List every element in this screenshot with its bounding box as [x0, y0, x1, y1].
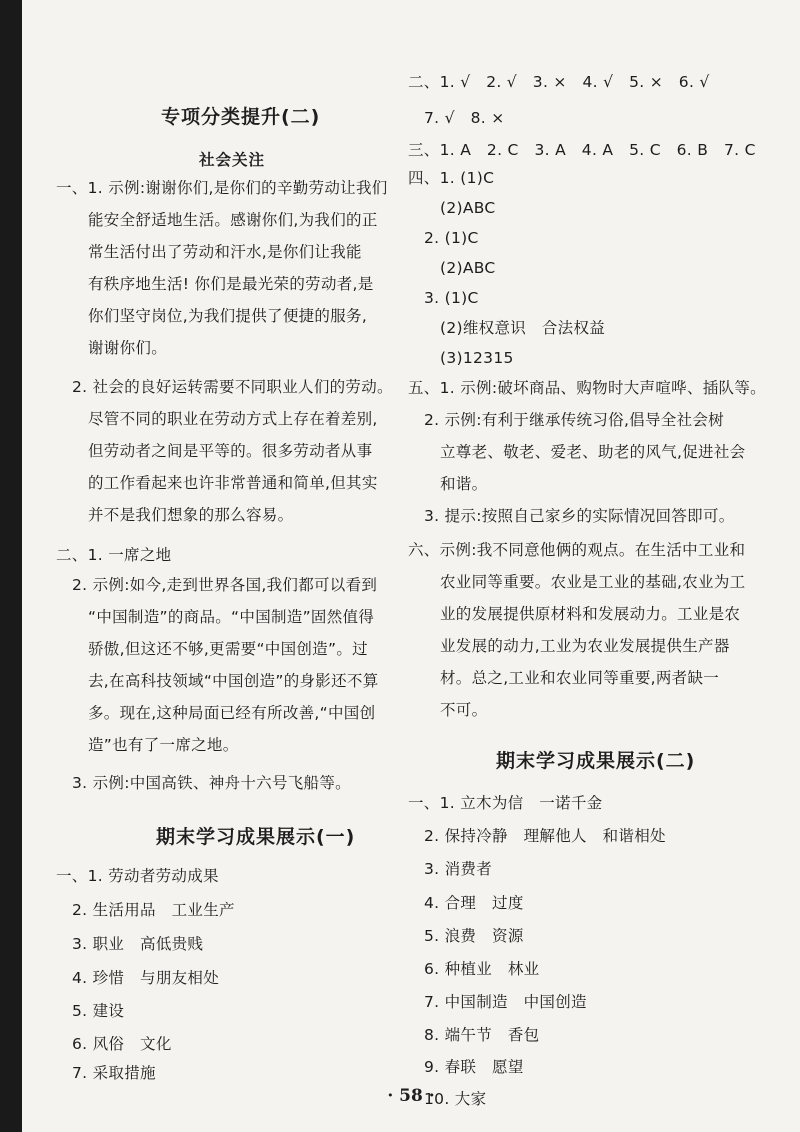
exam2-item: 一、1. 立木为信 一诺千金: [408, 794, 603, 812]
r2-line: 二、1. √ 2. √ 3. × 4. √ 5. × 6. √: [408, 73, 710, 91]
q1-1-line: 谢谢你们。: [88, 339, 168, 357]
exam1-item: 一、1. 劳动者劳动成果: [56, 867, 219, 885]
q2-2-line: 多。现在,这种局面已经有所改善,“中国创: [88, 704, 376, 722]
answer-page: [22, 0, 800, 1132]
q2-2-line: 造”也有了一席之地。: [88, 736, 239, 754]
r6-line: 六、示例:我不同意他俩的观点。在生活中工业和: [408, 541, 746, 559]
q1-1-line: 能安全舒适地生活。感谢你们,为我们的正: [88, 211, 378, 229]
r5-2-line: 2. 示例:有利于继承传统习俗,倡导全社会树: [424, 411, 724, 429]
q1-1-line: 一、1. 示例:谢谢你们,是你们的辛勤劳动让我们: [56, 179, 388, 197]
q1-1-line: 有秩序地生活! 你们是最光荣的劳动者,是: [88, 275, 374, 293]
r4-line: (2)维权意识 合法权益: [440, 319, 606, 337]
r6-line: 业的发展提供原材料和发展动力。工业是农: [440, 605, 741, 623]
exam2-item: 5. 浪费 资源: [424, 927, 524, 945]
r6-line: 不可。: [440, 701, 488, 719]
r4-line: (3)12315: [440, 349, 514, 367]
r6-line: 业发展的动力,工业为农业发展提供生产器: [440, 637, 730, 655]
q2-2-line: 骄傲,但这还不够,更需要“中国创造”。过: [88, 640, 368, 658]
exam2-item: 7. 中国制造 中国创造: [424, 993, 587, 1011]
q2-1-line: 二、1. 一席之地: [56, 546, 172, 564]
section-social-concern: 社会关注: [199, 151, 266, 169]
r4-line: 2. (1)C: [424, 229, 479, 247]
exam2-item: 3. 消费者: [424, 860, 493, 878]
q1-2-line: 但劳动者之间是平等的。很多劳动者从事: [88, 442, 373, 460]
r5-2-line: 立尊老、敬老、爱老、助老的风气,促进社会: [440, 443, 746, 461]
r6-line: 材。总之,工业和农业同等重要,两者缺一: [440, 669, 720, 687]
q1-2-line: 2. 社会的良好运转需要不同职业人们的劳动。: [72, 378, 393, 396]
exam2-item: 2. 保持冷静 理解他人 和谐相处: [424, 827, 666, 845]
page-number: · 58 ·: [387, 1086, 435, 1106]
q1-2-line: 尽管不同的职业在劳动方式上存在着差别,: [88, 410, 378, 428]
book-binding-edge: [0, 0, 22, 1132]
q2-2-line: 2. 示例:如今,走到世界各国,我们都可以看到: [72, 576, 378, 594]
r5-3-line: 3. 提示:按照自己家乡的实际情况回答即可。: [424, 507, 735, 525]
q2-3-line: 3. 示例:中国高铁、神舟十六号飞船等。: [72, 774, 351, 792]
q2-2-line: “中国制造”的商品。“中国制造”固然值得: [88, 608, 375, 626]
r4-line: (2)ABC: [440, 199, 496, 217]
exam1-item: 6. 风俗 文化: [72, 1035, 172, 1053]
exam2-item: 8. 端午节 香包: [424, 1026, 540, 1044]
heading-special-topic: 专项分类提升(二): [161, 106, 321, 128]
exam1-item: 5. 建设: [72, 1002, 125, 1020]
r4-line: 四、1. (1)C: [408, 169, 495, 187]
heading-final-exam-2: 期末学习成果展示(二): [496, 750, 696, 772]
exam1-item: 7. 采取措施: [72, 1064, 156, 1082]
r5-1-line: 五、1. 示例:破坏商品、购物时大声喧哗、插队等。: [408, 379, 766, 397]
q1-1-line: 常生活付出了劳动和汗水,是你们让我能: [88, 243, 362, 261]
q1-1-line: 你们坚守岗位,为我们提供了便捷的服务,: [88, 307, 368, 325]
r6-line: 农业同等重要。农业是工业的基础,农业为工: [440, 573, 746, 591]
q1-2-line: 并不是我们想象的那么容易。: [88, 506, 294, 524]
exam2-item: 6. 种植业 林业: [424, 960, 540, 978]
exam1-item: 4. 珍惜 与朋友相处: [72, 969, 220, 987]
r5-2-line: 和谐。: [440, 475, 488, 493]
r4-line: 3. (1)C: [424, 289, 479, 307]
exam2-item: 4. 合理 过度: [424, 894, 524, 912]
q2-2-line: 去,在高科技领域“中国创造”的身影还不算: [88, 672, 379, 690]
exam1-item: 3. 职业 高低贵贱: [72, 935, 204, 953]
r3-line: 三、1. A 2. C 3. A 4. A 5. C 6. B 7. C: [408, 141, 756, 159]
r2-line: 7. √ 8. ×: [424, 109, 505, 127]
heading-final-exam-1: 期末学习成果展示(一): [156, 826, 356, 848]
exam2-item: 10. 大家: [424, 1090, 487, 1108]
exam2-item: 9. 春联 愿望: [424, 1058, 524, 1076]
q1-2-line: 的工作看起来也许非常普通和简单,但其实: [88, 474, 378, 492]
exam1-item: 2. 生活用品 工业生产: [72, 901, 235, 919]
r4-line: (2)ABC: [440, 259, 496, 277]
